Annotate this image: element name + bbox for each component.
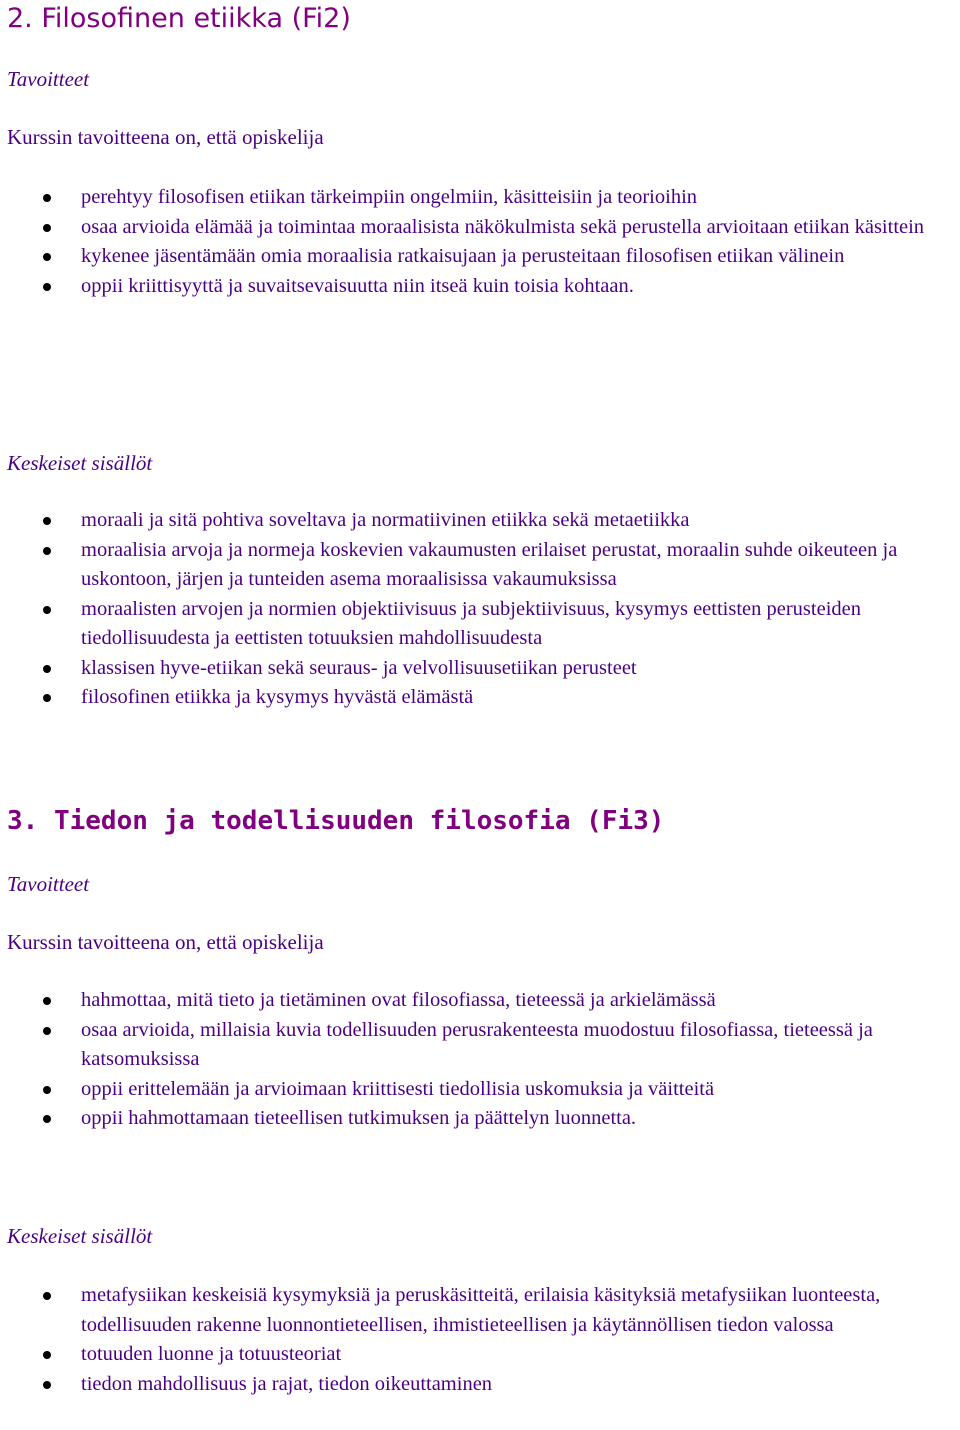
goals-intro: Kurssin tavoitteena on, että opiskelija xyxy=(7,930,324,954)
list-item: oppii erittelemään ja arvioimaan kriittisesti tiedollisia uskomuksia ja väitteitä xyxy=(0,1075,960,1105)
list-item: oppii kriittisyyttä ja suvaitsevaisuutta niin itseä kuin toisia kohtaan. xyxy=(0,272,960,302)
list-item: totuuden luonne ja totuusteoriat xyxy=(0,1340,960,1370)
bullet-icon xyxy=(43,547,51,555)
contents-label: Keskeiset sisällöt xyxy=(7,451,153,475)
goals-label: Tavoitteet xyxy=(7,872,90,896)
contents-list xyxy=(0,1281,960,1399)
bullet-icon xyxy=(43,997,51,1005)
bullet-icon xyxy=(43,694,51,702)
bullet-icon xyxy=(43,665,51,673)
list-item: filosofinen etiikka ja kysymys hyvästä elämästä xyxy=(0,683,960,713)
section-heading: 3. Tiedon ja todellisuuden filosofia (Fi3) xyxy=(7,806,665,836)
bullet-icon xyxy=(43,253,51,261)
bullet-icon xyxy=(43,1086,51,1094)
goals-intro: Kurssin tavoitteena on, että opiskelija xyxy=(7,125,324,149)
list-item: osaa arvioida, millaisia kuvia todellisuuden perusrakenteesta muodostuu filosofiassa, tieteessä ja katsomuksissa xyxy=(0,1016,960,1075)
bullet-icon xyxy=(43,283,51,291)
list-item: perehtyy filosofisen etiikan tärkeimpiin ongelmiin, käsitteisiin ja teorioihin xyxy=(0,183,960,213)
list-item: tiedon mahdollisuus ja rajat, tiedon oikeuttaminen xyxy=(0,1370,960,1400)
list-item: osaa arvioida elämää ja toimintaa moraalisista näkökulmista sekä perustella arvioitaan etiikan käsittein xyxy=(0,213,960,243)
goals-label: Tavoitteet xyxy=(7,67,90,91)
bullet-icon xyxy=(43,224,51,232)
bullet-icon xyxy=(43,1292,51,1300)
goals-list xyxy=(0,986,960,1134)
goals-list xyxy=(0,183,960,301)
list-item: klassisen hyve-etiikan sekä seuraus- ja velvollisuusetiikan perusteet xyxy=(0,654,960,684)
bullet-icon xyxy=(43,194,51,202)
contents-label: Keskeiset sisällöt xyxy=(7,1224,153,1248)
list-item: kykenee jäsentämään omia moraalisia ratkaisujaan ja perusteitaan filosofisen etiikan välinein xyxy=(0,242,960,272)
bullet-icon xyxy=(43,517,51,525)
list-item: moraalisten arvojen ja normien objektiivisuus ja subjektiivisuus, kysymys eettisten perusteiden tiedollisuudesta ja eettisten totuuksien mahdollisuudesta xyxy=(0,595,960,654)
section-heading: 2. Filosofinen etiikka (Fi2) xyxy=(7,3,351,34)
list-item: metafysiikan keskeisiä kysymyksiä ja peruskäsitteitä, erilaisia käsityksiä metafysiikan luonteesta, todellisuuden rakenne luonnontieteellisen, ihmistieteellisen ja käytännöllisen tiedon valossa xyxy=(0,1281,960,1340)
list-item: moraali ja sitä pohtiva soveltava ja normatiivinen etiikka sekä metaetiikka xyxy=(0,506,960,536)
list-item: moraalisia arvoja ja normeja koskevien vakaumusten erilaiset perustat, moraalin suhde oikeuteen ja uskontoon, järjen ja tunteiden asema moraalisissa vakaumuksissa xyxy=(0,536,960,595)
bullet-icon xyxy=(43,606,51,614)
list-item: hahmottaa, mitä tieto ja tietäminen ovat filosofiassa, tieteessä ja arkielämässä xyxy=(0,986,960,1016)
list-item: oppii hahmottamaan tieteellisen tutkimuksen ja päättelyn luonnetta. xyxy=(0,1104,960,1134)
bullet-icon xyxy=(43,1027,51,1035)
contents-list xyxy=(0,506,960,713)
bullet-icon xyxy=(43,1351,51,1359)
bullet-icon xyxy=(43,1115,51,1123)
bullet-icon xyxy=(43,1381,51,1389)
